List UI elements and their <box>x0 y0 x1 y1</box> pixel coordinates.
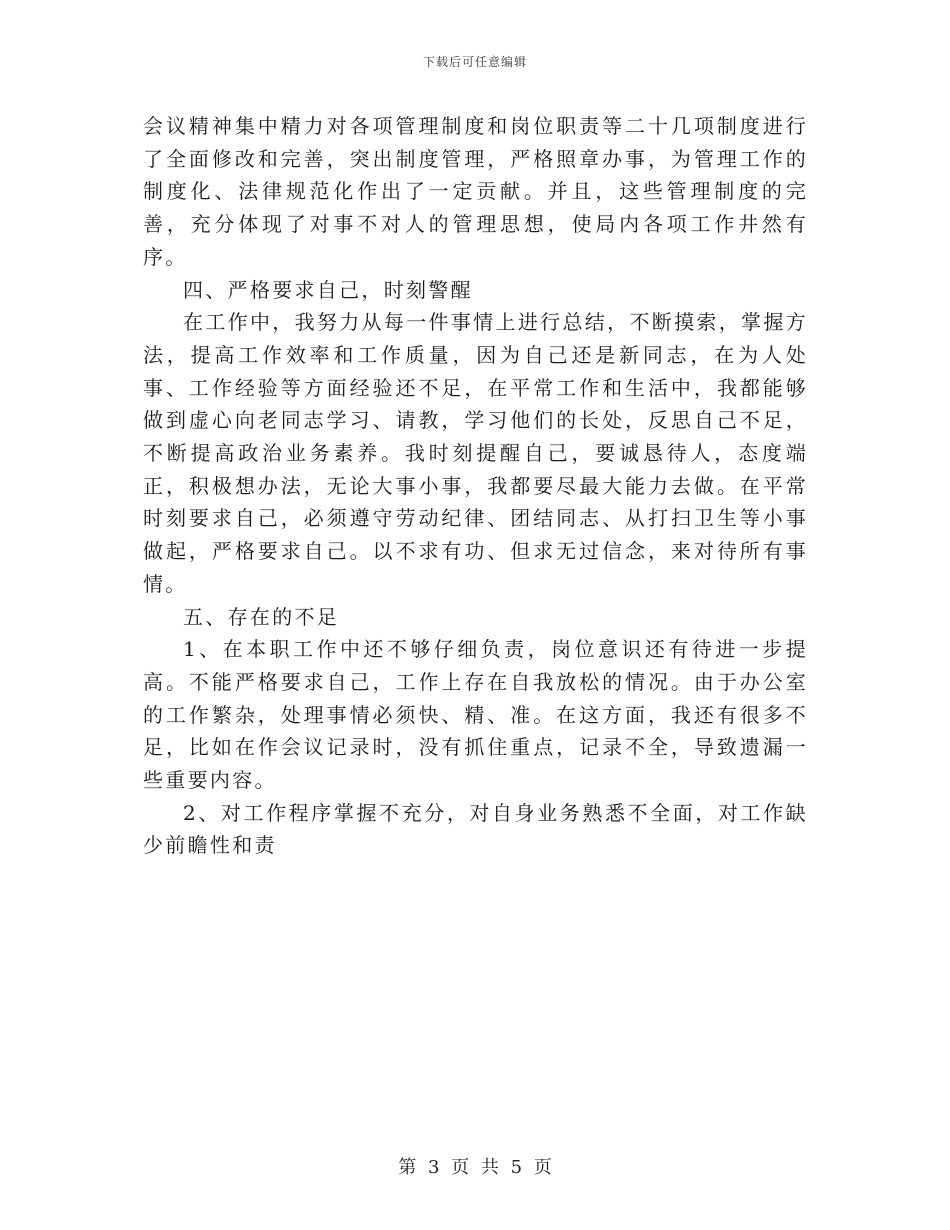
document-body <box>143 110 808 862</box>
paragraph-continuation: 会议精神集中精力对各项管理制度和岗位职责等二十几项制度进行了全面修改和完善，突出制度管理，严格照章办事，为管理工作的制度化、法律规范化作出了一定贡献。并且，这些管理制度的完善，充分体现了对事不对人的管理思想，使局内各项工作井然有序。 <box>143 114 808 269</box>
paragraph: 在工作中，我努力从每一件事情上进行总结，不断摸索，掌握方法，提高工作效率和工作质量，因为自己还是新同志，在为人处事、工作经验等方面经验还不足，在平常工作和生活中，我都能够做到虚心向老同志学习、请教，学习他们的长处，反思自己不足，不断提高政治业务素养。我时刻提醒自己，要诚恳待人，态度端正，积极想办法，无论大事小事，我都要尽最大能力去做。在平常时刻要求自己，必须遵守劳动纪律、团结同志、从打扫卫生等小事做起，严格要求自己。以不求有功、但求无过信念，来对待所有事情。 <box>143 310 808 596</box>
page-footer: 第 3 页 共 5 页 <box>398 1157 552 1178</box>
paragraph: 1、在本职工作中还不够仔细负责，岗位意识还有待进一步提高。不能严格要求自己，工作上存在自我放松的情况。由于办公室的工作繁杂，处理事情必须快、精、准。在这方面，我还有很多不足，比如在作会议记录时，没有抓住重点，记录不全，导致遗漏一些重要内容。 <box>143 637 808 793</box>
section-heading-5: 五、存在的不足 <box>183 604 340 629</box>
page-header: 下载后可任意编辑 <box>422 55 527 69</box>
paragraph: 2、对工作程序掌握不充分，对自身业务熟悉不全面，对工作缺少前瞻性和责 <box>143 800 808 858</box>
section-heading-4: 四、严格要求自己，时刻警醒 <box>183 277 473 302</box>
